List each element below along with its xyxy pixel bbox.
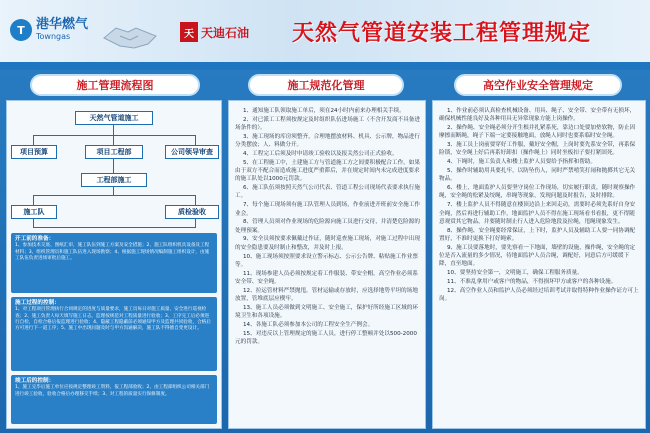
list-item: 8、操作绳、安全绳要经常保证，上下时，监护人员及辅助工人要一同协调配置好，不准时更换下打好绳索。 xyxy=(439,227,636,242)
list-item: 7、楼上监护人员不得随意在楼顶边沿上来回走动，需要时必须先系好自身安全绳，然后再进行辅助工作，地面监护人员不得在施工现场看书看报，更不得随意观赏其它物品，并要随时制止行人进入危险地段及拉绳，甩绳现象发生。 xyxy=(439,202,636,225)
high-altitude-heading: 高空作业安全管理规定 xyxy=(454,74,622,96)
list-item: 6、施工队伍须按照天然气公司代表、管道工程公司现场代表要求执行施工。 xyxy=(235,185,420,200)
standards-list xyxy=(235,107,420,424)
notes-text: 1、施工完毕后施工单位应按规定整理竣工资料，报工程部验收；2、由工程部组织公司相关部门进行竣工验收，验收合格后办理移交手续；3、对工程的质量实行保修制度。 xyxy=(15,385,210,397)
process-heading: 施工管理流程图 xyxy=(30,74,200,96)
list-item: 13、施工人员必须做到文明施工、安全施工，保护好所经施工区域的环境卫生和各项设施。 xyxy=(235,304,418,320)
notes-title: 竣工后的控制： xyxy=(15,378,55,384)
tiandi-mark-icon: 天 xyxy=(180,22,198,42)
flow-box-inspection: 质检验收 xyxy=(165,205,219,219)
flow-connector xyxy=(33,227,196,228)
flow-connector xyxy=(33,219,34,227)
standards-panel xyxy=(228,100,426,429)
list-item: 2、操作绳、安全绳必须分开生根并扎紧系死，靠边口处要加垫软物，防止因摩擦而断绳，绳子下端一定要接触地面，放绳人同时也要系临时安全绳。 xyxy=(439,125,636,140)
towngas-logo xyxy=(10,18,88,42)
tiandi-name-cn: 天迪石油 xyxy=(201,25,250,40)
list-item: 2、对已派工工程须按规定及时组织队伍进场施工（不含开发商不具备进场条件的）。 xyxy=(235,116,420,132)
notes-title: 开工前的准备： xyxy=(15,236,55,242)
high-altitude-list xyxy=(439,107,640,424)
flow-connector xyxy=(113,187,114,195)
towngas-name-cn: 港华燃气 xyxy=(36,17,89,32)
list-item: 10、要坚持安全第一，文明施工，确保工程服务质量。 xyxy=(447,270,583,277)
list-item: 3、施工现场的库房须整齐，合理地摆放材料、机具、公示牌，物品进行分类摆放；人、料做分开。 xyxy=(235,133,420,149)
header xyxy=(0,0,650,70)
notes-process-control xyxy=(11,297,217,371)
list-item: 4、工程完工后须及时申请竣工验收以及报关然公司正式验收。 xyxy=(243,150,398,157)
flow-box-engineering: 项目工程部 xyxy=(85,145,143,159)
flow-box-construction: 工程部施工 xyxy=(81,173,147,187)
flow-connector xyxy=(113,135,114,145)
high-altitude-panel xyxy=(432,100,646,429)
standards-heading: 施工规范化管理 xyxy=(248,74,404,96)
notes-preparation xyxy=(11,233,217,293)
flowchart xyxy=(7,101,221,239)
list-item: 9、安全员须按要求佩戴过作证，随时巡查施工现场，对施工过程中出现的安全隐患要及时制止和整改，并及时上报。 xyxy=(235,236,420,251)
list-item: 12、高空作业人员和监护人员必须经过培训考试并取得特种作业操作证方可上岗。 xyxy=(439,287,639,303)
notes-completion xyxy=(11,375,217,424)
list-item: 1、通知施工队领取施工单后，须在24小时内前来办理相关手续。 xyxy=(243,108,405,114)
list-item: 7、每个施工现场须有施工队管理人员到场，作业前进开班前安全施工作业会。 xyxy=(235,202,420,217)
list-item: 3、施工员上岗前要穿好工作服，戴好安全帽，上岗时要先系安全带，再系保险锁，安全绳上好后再系好卸扣（操作绳上）同时坐板扣子要打紧固死。 xyxy=(439,142,636,157)
list-item: 15、对违反以上管理规定的施工人员，进行停工整顿并处以500-2000元的罚款。 xyxy=(235,330,417,346)
flow-connector xyxy=(113,159,114,173)
list-item: 11、不准乱拿用户或客户的物品，不得损坏甲方或客户的各种设施。 xyxy=(447,278,617,285)
process-panel xyxy=(6,100,222,429)
flow-box-budget: 项目预算 xyxy=(11,145,57,159)
notes-text: 1、对工程项目管理执行合同规定的进度与质量要求，施工员每日对施工质量、安全进行巡视检查；2、施工负责人每天填写施工日志，监理按规范对工程质量进行验收；3、工序完工后必须进行自检，自检合格后报监理进行验收；4、隐蔽工程隐蔽前必须通知甲方及监理共同验收，合格后方可进行下一道工序；5、施工中出现问题及时与甲方沟通解决，施工队不得擅自变更设计。 xyxy=(15,307,211,332)
flow-connector xyxy=(195,135,196,145)
list-item: 12、拉运管材料严禁抛甩，管材运输或存放时，应选择地势平坦的场地放置，管堆底层应楔牢。 xyxy=(235,287,418,303)
list-item: 10、施工现场须按照要求设立警示标志、公示公告牌、粘贴施工作业票等。 xyxy=(235,253,418,268)
notes-text: 1、参加技术交底、图纸汇审，施工队伍到施工方案及安全措施；2、施工队组织机具设备及工程材料；3、组织管理员和施工队伍进入现场勘察；4、根据施工现场情况编制施工组织设计，由施工队伍负责进场审批后施工。 xyxy=(15,243,210,261)
list-item: 9、施工员要落地时，要先察看一下地面，墙壁的设施，操作绳，安全绳的定位是否入流量的多少情况，待地面监护人员合绳，调配好，同意后方可缓缓下降，直至地面。 xyxy=(439,244,636,268)
list-item: 1、作业前必须认真检查机械设备、用具、绳子、安全带、安全带有无损坏，确保机械性能良好及各种用具无异常现象方能上岗操作。 xyxy=(439,108,636,123)
flow-box-review: 公司领导审查 xyxy=(165,145,219,159)
notes-title: 施工过程的控制： xyxy=(15,300,60,306)
tiandi-logo xyxy=(180,22,249,42)
flow-connector xyxy=(195,195,196,205)
flow-connector xyxy=(113,125,114,135)
flow-connector xyxy=(195,219,196,227)
list-item: 6、楼上，地面监护人员要坚守岗位工作现场，切实履行职责，随时观察操作绳，安全绳的松紧及绞绳，串绳等现象，发现问题及时报告，及时排除。 xyxy=(439,185,636,200)
list-item: 8、管理人员须对作业现场的危险源向施工员进行交待，并清楚危险源的处理预案。 xyxy=(235,219,420,234)
flow-connector xyxy=(33,195,34,205)
header-band xyxy=(0,62,650,70)
list-item: 11、现场参建人员必须按规定着工作服装、带安全帽。高空作业必须系安全带、安全绳。 xyxy=(235,270,418,285)
towngas-mark-icon: T xyxy=(10,19,32,41)
handshake-icon xyxy=(102,18,158,52)
list-item: 4、下绳时，施工负责人和楼上监护人员要给予指挥和帮助。 xyxy=(447,159,596,166)
flow-connector xyxy=(33,135,34,145)
list-item: 14、各施工队必须参加本公司的工程安全生产例会。 xyxy=(243,321,374,328)
flow-connector xyxy=(33,195,195,196)
page-title: 天然气管道安装工程管理规定 xyxy=(292,20,592,46)
flow-box-team: 施工队 xyxy=(11,205,57,219)
flow-box-start: 天然气管道施工 xyxy=(75,111,153,125)
flow-connector xyxy=(33,135,195,136)
list-item: 5、操作时辅助用具要扎牢，以防坠伤人，同时严禁嘻笑打闹和抛掷其它无关物品。 xyxy=(439,168,636,183)
towngas-name-en: Towngas xyxy=(36,32,71,41)
list-item: 5、在工程施工中，土建施工方与管道施工方之间要积极配合工作，如果由于双方不配合而造成施工进度严重滞后，并在规定时间内未完成进度要求的施工队处以1000元罚款。 xyxy=(235,159,420,183)
